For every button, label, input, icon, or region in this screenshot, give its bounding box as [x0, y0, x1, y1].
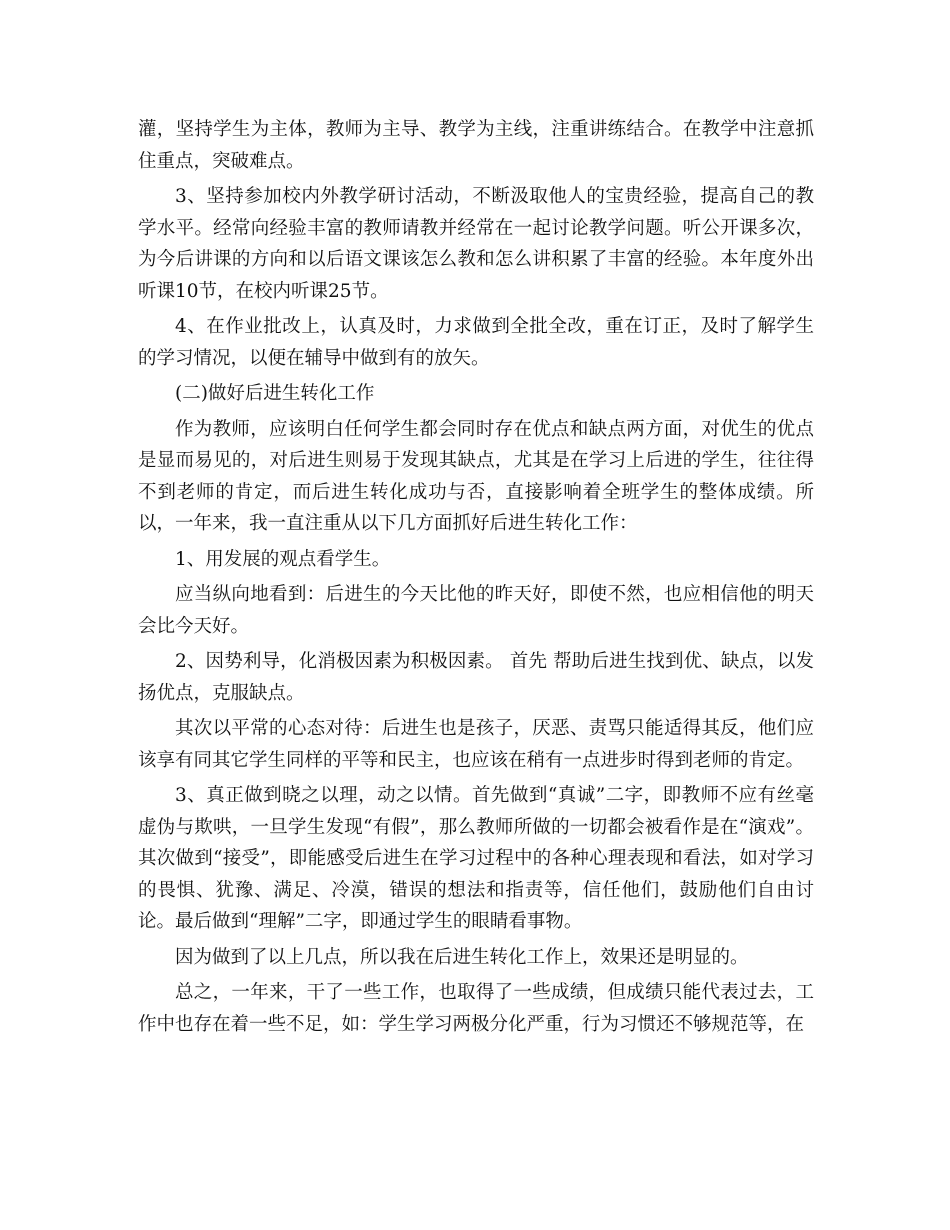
paragraph-summary: 总之，一年来，干了一些工作，也取得了一些成绩，但成绩只能代表过去，工作中也存在着一些不足，如：学生学习两极分化严重，行为习惯还不够规范等，在 [138, 982, 814, 1035]
document-body [138, 114, 814, 1040]
paragraph-result: 因为做到了以上几点，所以我在后进生转化工作上，效果还是明显的。 [175, 946, 749, 968]
paragraph-point-2: 2、因势利导，化消极因素为积极因素。 首先 帮助后进生找到优、缺点，以发扬优点，克服缺点。 [138, 651, 814, 704]
paragraph-point-3: 3、真正做到晓之以理，动之以情。首先做到“真诚”二字，即教师不应有丝毫虚伪与欺哄，一旦学生发现“有假”，那么教师所做的一切都会被看作是在“演戏”。其次做到“接受”，即能感受后进生在学习过程中的各种心理表现和看法，如对学习的畏惧、犹豫、满足、冷漠，错误的想法和指责等，信任他们，鼓励他们自由讨论。最后做到“理解”二字，即通过学生的眼睛看事物。 [138, 785, 814, 932]
section-heading: (二)做好后进生转化工作 [175, 383, 375, 404]
paragraph-item-3: 3、坚持参加校内外教学研讨活动，不断汲取他人的宝贵经验，提高自己的教学水平。经常向经验丰富的教师请教并经常在一起讨论教学问题。听公开课多次，为今后讲课的方向和以后语文课该怎么教和怎么讲积累了丰富的经验。本年度外出听课10节，在校内听课25节。 [138, 186, 814, 302]
paragraph-intro: 作为教师，应该明白任何学生都会同时存在优点和缺点两方面，对优生的优点是显而易见的，对后进生则易于发现其缺点，尤其是在学习上后进的学生，往往得不到老师的肯定，而后进生转化成功与否，直接影响着全班学生的整体成绩。所以，一年来，我一直注重从以下几方面抓好后进生转化工作： [138, 418, 814, 534]
paragraph-item-4: 4、在作业批改上，认真及时，力求做到全批全改，重在订正，及时了解学生的学习情况，以便在辅导中做到有的放矢。 [138, 316, 814, 369]
paragraph-point-2-detail: 其次以平常的心态对待：后进生也是孩子，厌恶、责骂只能适得其反，他们应该享有同其它学生同样的平等和民主，也应该在稍有一点进步时得到老师的肯定。 [138, 718, 814, 771]
paragraph-point-1: 1、用发展的观点看学生。 [175, 548, 391, 570]
paragraph-point-1-detail: 应当纵向地看到：后进生的今天比他的昨天好，即使不然，也应相信他的明天会比今天好。 [138, 584, 814, 637]
paragraph-continuation: 灌，坚持学生为主体，教师为主导、教学为主线，注重讲练结合。在教学中注意抓住重点，突破难点。 [138, 119, 814, 172]
